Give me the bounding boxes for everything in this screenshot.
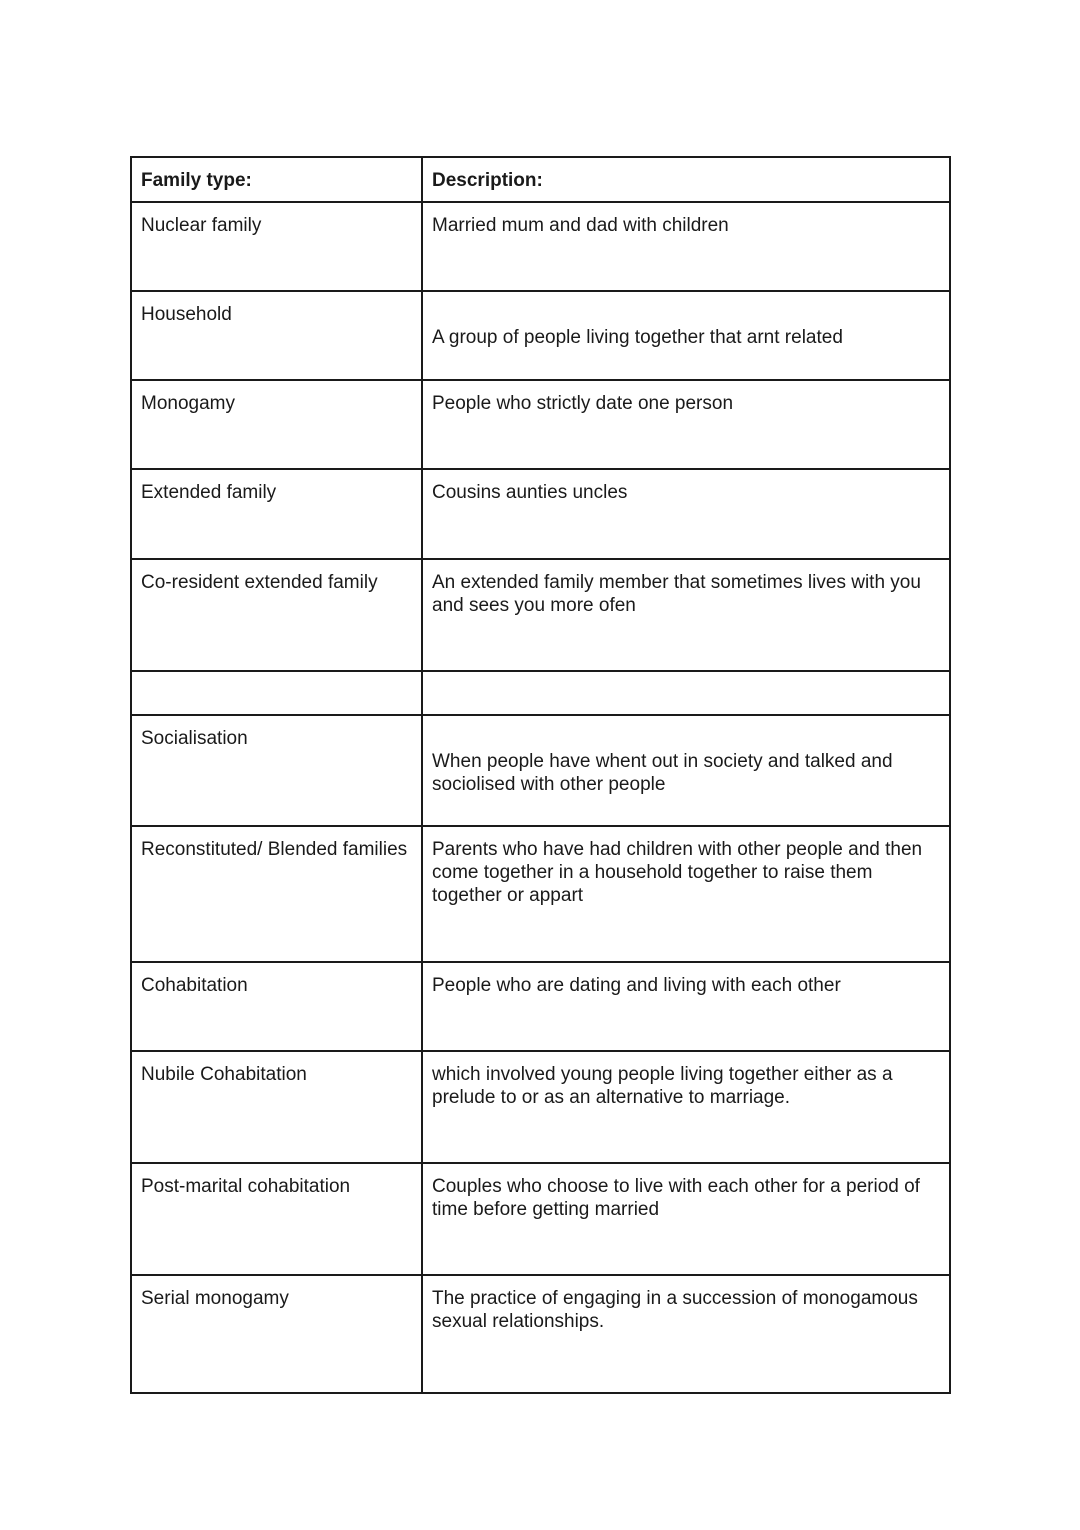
family-type-cell: Household: [131, 291, 422, 380]
table-row: [131, 559, 950, 671]
family-type-cell: Serial monogamy: [131, 1275, 422, 1393]
table-row: [131, 1163, 950, 1275]
description-cell: Parents who have had children with other people and then come together in a household together to raise them together or appart: [422, 826, 950, 962]
table-row: [131, 1051, 950, 1163]
family-type-cell: Monogamy: [131, 380, 422, 469]
header-description: Description:: [422, 157, 950, 202]
table-row: [131, 962, 950, 1051]
description-cell: When people have whent out in society and talked and sociolised with other people: [422, 715, 950, 826]
description-cell: People who are dating and living with each other: [422, 962, 950, 1051]
family-type-cell: Extended family: [131, 469, 422, 559]
family-type-cell: Co-resident extended family: [131, 559, 422, 671]
family-type-cell: Socialisation: [131, 715, 422, 826]
table-row: [131, 1275, 950, 1393]
family-types-table: [130, 156, 951, 1394]
table-row: [131, 671, 950, 715]
description-cell: [422, 671, 950, 715]
description-cell: Cousins aunties uncles: [422, 469, 950, 559]
description-cell: A group of people living together that arnt related: [422, 291, 950, 380]
table-row: [131, 291, 950, 380]
table-row: [131, 715, 950, 826]
description-cell: Couples who choose to live with each other for a period of time before getting married: [422, 1163, 950, 1275]
description-cell: An extended family member that sometimes lives with you and sees you more ofen: [422, 559, 950, 671]
family-type-cell: [131, 671, 422, 715]
family-type-cell: Nuclear family: [131, 202, 422, 291]
family-type-cell: Post-marital cohabitation: [131, 1163, 422, 1275]
family-type-cell: Cohabitation: [131, 962, 422, 1051]
family-type-cell: Nubile Cohabitation: [131, 1051, 422, 1163]
header-family-type: Family type:: [131, 157, 422, 202]
description-cell: People who strictly date one person: [422, 380, 950, 469]
description-cell: which involved young people living together either as a prelude to or as an alternative to marriage.: [422, 1051, 950, 1163]
table-row: [131, 469, 950, 559]
table-row: [131, 380, 950, 469]
description-cell: Married mum and dad with children: [422, 202, 950, 291]
table-row: [131, 202, 950, 291]
family-type-cell: Reconstituted/ Blended families: [131, 826, 422, 962]
table-header-row: [131, 157, 950, 202]
description-cell: The practice of engaging in a succession of monogamous sexual relationships.: [422, 1275, 950, 1393]
table-row: [131, 826, 950, 962]
